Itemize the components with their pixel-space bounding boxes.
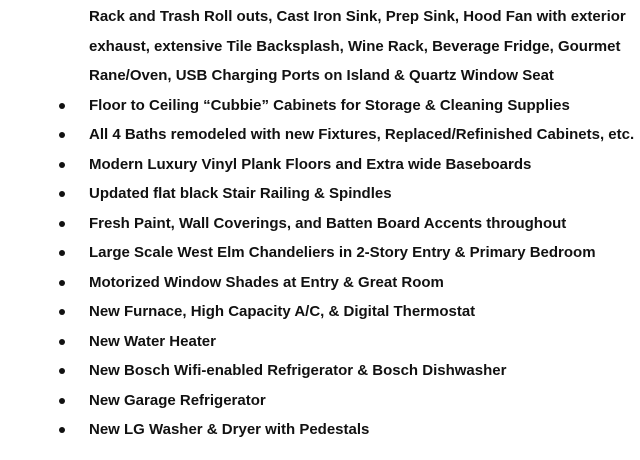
list-item	[0, 386, 640, 416]
bullet-icon	[59, 398, 65, 404]
list-item-text: New LG Washer & Dryer with Pedestals	[89, 421, 370, 438]
list-item-text: Floor to Ceiling “Cubbie” Cabinets for Storage & Cleaning Supplies	[89, 96, 570, 114]
bullet-icon	[59, 191, 65, 197]
list-item	[0, 91, 640, 121]
bullet-icon	[59, 250, 65, 256]
bullet-icon	[59, 162, 65, 168]
bullet-icon	[59, 221, 65, 227]
bullet-icon	[59, 103, 65, 109]
list-item	[0, 327, 640, 357]
list-item	[0, 120, 640, 150]
list-item-text: New Water Heater	[89, 332, 216, 350]
list-item	[0, 268, 640, 298]
bullet-icon	[59, 132, 65, 138]
continuation-line: exhaust, extensive Tile Backsplash, Wine Rack, Beverage Fridge, Gourmet	[89, 37, 621, 55]
bullet-icon	[59, 309, 65, 315]
continuation-line: Rane/Oven, USB Charging Ports on Island & Quartz Window Seat	[89, 67, 554, 84]
list-item-text: Modern Luxury Vinyl Plank Floors and Extra wide Baseboards	[89, 155, 532, 173]
list-item-text: New Garage Refrigerator	[89, 391, 266, 409]
list-item	[0, 209, 640, 239]
list-item	[0, 356, 640, 386]
list-item-text: New Furnace, High Capacity A/C, & Digital Thermostat	[89, 303, 476, 320]
list-item-text: Fresh Paint, Wall Coverings, and Batten Board Accents throughout	[89, 214, 567, 232]
list-item-text: All 4 Baths remodeled with new Fixtures, Replaced/Refinished Cabinets, etc.	[89, 126, 635, 143]
list-item-text: Large Scale West Elm Chandeliers in 2-Story Entry & Primary Bedroom	[89, 244, 596, 261]
list-item	[0, 150, 640, 180]
list-item	[0, 238, 640, 268]
bullet-icon	[59, 280, 65, 286]
list-item-text: New Bosch Wifi-enabled Refrigerator & Bosch Dishwasher	[89, 362, 507, 379]
list-item	[0, 297, 640, 327]
bullet-icon	[59, 368, 65, 374]
list-item-text: Updated flat black Stair Railing & Spindles	[89, 185, 392, 202]
continuation-line: Rack and Trash Roll outs, Cast Iron Sink, Prep Sink, Hood Fan with exterior	[89, 8, 626, 25]
list-item	[0, 415, 640, 445]
bullet-icon	[59, 427, 65, 433]
bullet-icon	[59, 339, 65, 345]
list-item	[0, 179, 640, 209]
list-item-text: Motorized Window Shades at Entry & Great Room	[89, 273, 444, 291]
